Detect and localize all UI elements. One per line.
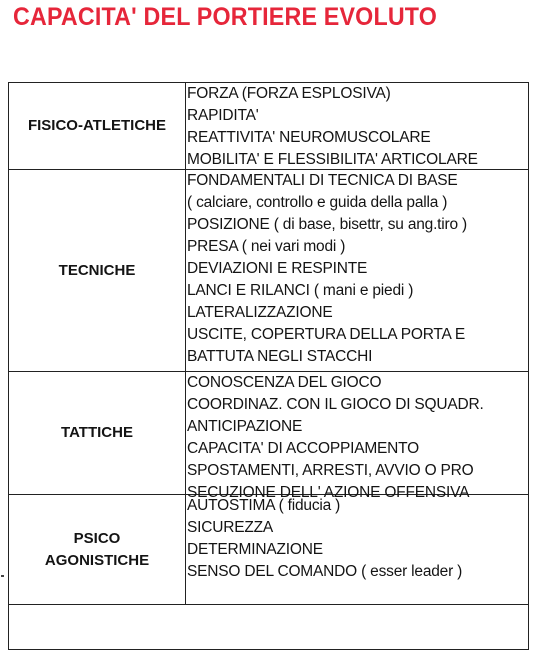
capability-item: LATERALIZZAZIONE (187, 304, 333, 321)
capability-item: BATTUTA NEGLI STACCHI (187, 348, 373, 365)
items-cell (187, 372, 524, 504)
section-tattiche (9, 372, 528, 501)
items-cell (187, 495, 524, 583)
section-fisico-atletiche (9, 83, 528, 170)
capability-item: DEVIAZIONI E RESPINTE (187, 260, 368, 277)
capability-item: POSIZIONE ( di base, bisettr, su ang.tiro ) (187, 216, 467, 233)
capability-item: SPOSTAMENTI, ARRESTI, AVVIO O PRO (187, 462, 474, 479)
section-tecniche (9, 170, 528, 372)
category-cell (9, 170, 185, 371)
category-label: AGONISTICHE (44, 551, 150, 569)
capability-item: COORDINAZ. CON IL GIOCO DI SQUADR. (187, 396, 484, 413)
capability-item: FONDAMENTALI DI TECNICA DI BASE (187, 172, 458, 189)
capability-item: SICUREZZA (187, 519, 274, 536)
capability-item: SENSO DEL COMANDO ( esser leader ) (187, 563, 463, 580)
category-label: FISICO-ATLETICHE (27, 117, 167, 134)
capability-item: FORZA (FORZA ESPLOSIVA) (187, 85, 391, 102)
capability-item: CAPACITA' DI ACCOPPIAMENTO (187, 440, 420, 457)
items-cell (187, 170, 524, 368)
category-label: PSICO (73, 529, 121, 547)
capability-item: SECUZIONE DELL' AZIONE OFFENSIVA (187, 484, 470, 501)
category-label: TATTICHE (61, 424, 133, 441)
capability-item: LANCI E RILANCI ( mani e piedi ) (187, 282, 414, 299)
category-cell (9, 372, 185, 494)
category-label: TECNICHE (58, 261, 136, 279)
column-divider (185, 83, 186, 605)
items-cell (187, 83, 524, 171)
capability-item: MOBILITA' E FLESSIBILITA' ARTICOLARE (187, 151, 478, 168)
capability-item: REATTIVITA' NEUROMUSCOLARE (187, 129, 431, 146)
section-psico-agonistiche (9, 495, 528, 605)
capability-item: ( calciare, controllo e guida della palla ) (187, 194, 448, 211)
capability-item: USCITE, COPERTURA DELLA PORTA E (187, 326, 466, 343)
capability-item: CONOSCENZA DEL GIOCO (187, 374, 382, 391)
margin-mark (1, 575, 4, 577)
capability-item: PRESA ( nei vari modi ) (187, 238, 346, 255)
capabilities-table (8, 82, 529, 650)
capability-item: DETERMINAZIONE (187, 541, 323, 558)
document-title: CAPACITA' DEL PORTIERE EVOLUTO (13, 3, 438, 31)
capability-item: AUTOSTIMA ( fiducia ) (187, 497, 341, 514)
capability-item: ANTICIPAZIONE (187, 418, 303, 435)
category-cell (9, 83, 185, 169)
category-cell (9, 495, 185, 604)
capability-item: RAPIDITA' (187, 107, 259, 124)
